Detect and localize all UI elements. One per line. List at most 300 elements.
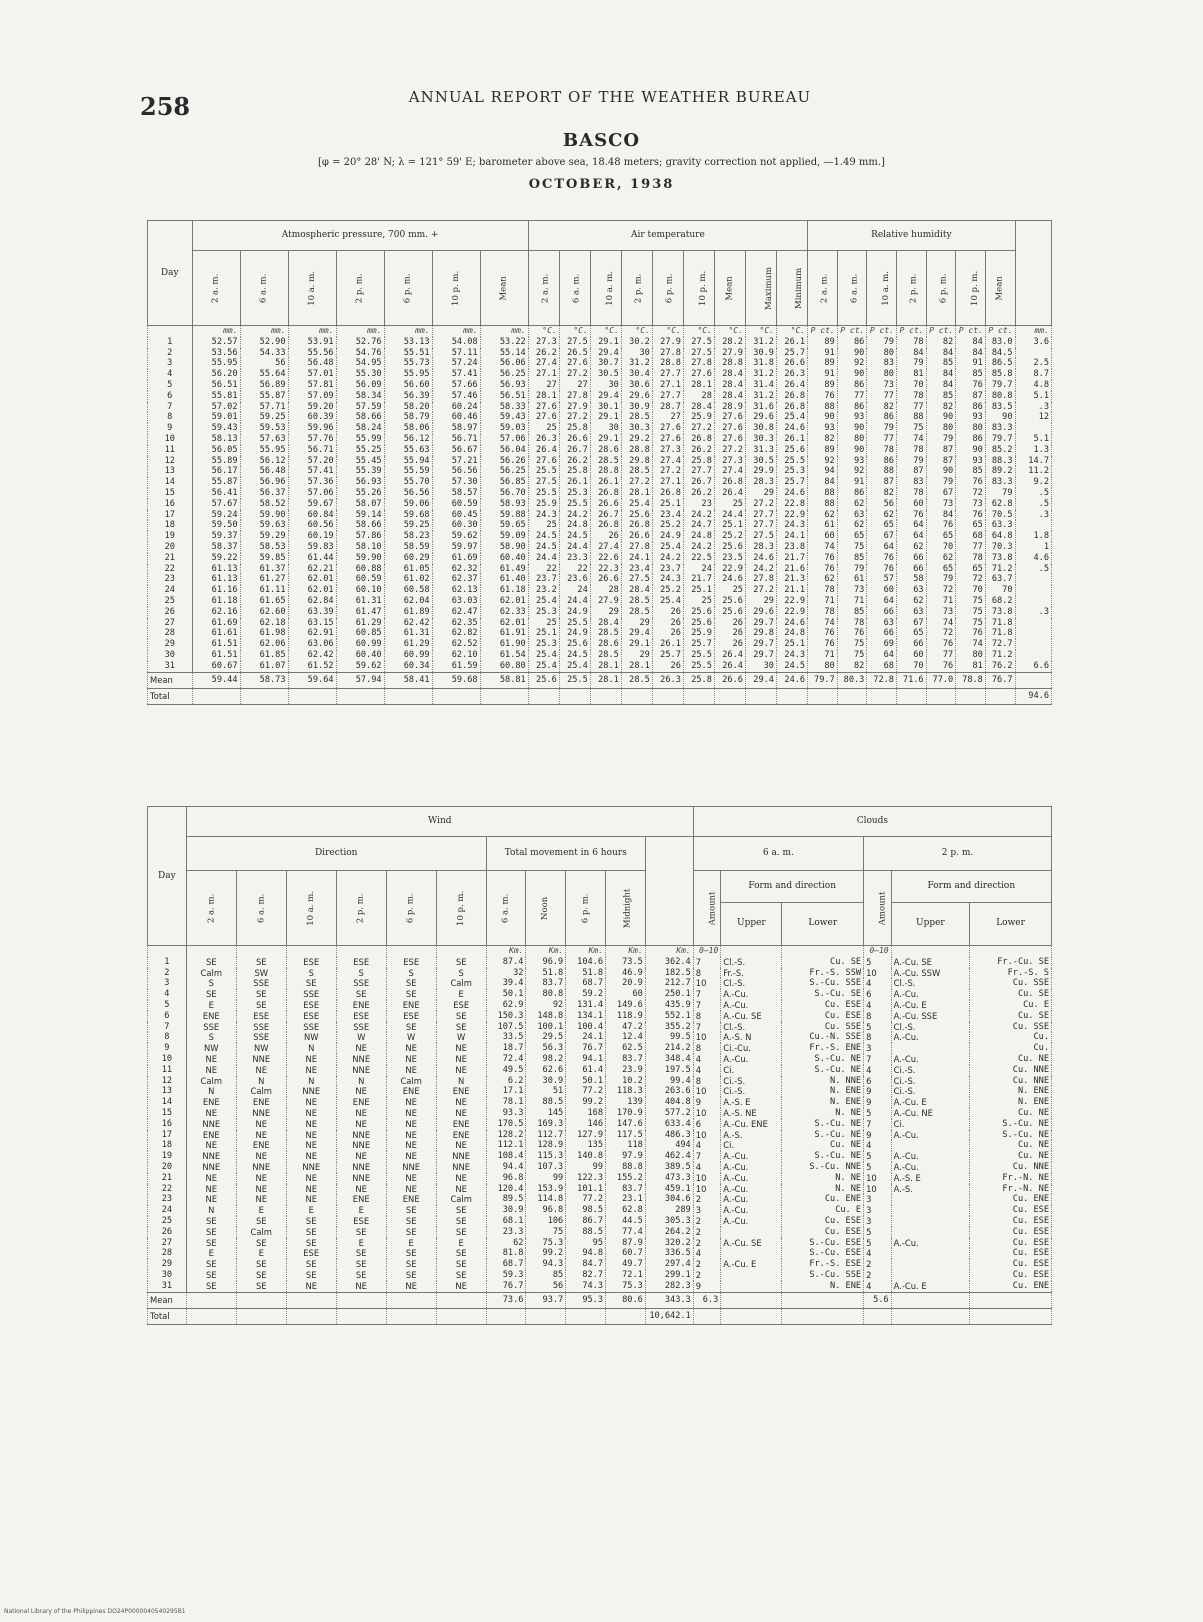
data-cell: 289 (645, 1205, 693, 1216)
data-cell: SSE (236, 1022, 286, 1033)
data-cell: 145 (526, 1108, 566, 1119)
data-cell: 2 (693, 1238, 721, 1249)
data-cell: A.-Cu. SSW (891, 968, 970, 979)
day-cell: 4 (148, 369, 193, 380)
data-cell (1015, 348, 1051, 359)
data-cell: 27.2 (559, 412, 590, 423)
data-cell: 28.8 (652, 358, 683, 369)
data-cell: 57.06 (288, 488, 336, 499)
data-cell: 58.23 (384, 531, 432, 542)
data-cell: 22 (528, 564, 559, 575)
data-cell: SE (436, 1011, 486, 1022)
data-cell: 122.3 (566, 1173, 606, 1184)
data-cell: 53.13 (384, 337, 432, 348)
data-cell: 25 (683, 596, 714, 607)
data-cell: 25.8 (683, 456, 714, 467)
table-row (148, 1140, 1052, 1151)
data-cell: 24.7 (683, 520, 714, 531)
data-cell: 59.90 (240, 510, 288, 521)
day-cell: 1 (148, 957, 187, 968)
data-cell: ENE (386, 1086, 436, 1097)
data-cell: 28.8 (621, 445, 652, 456)
data-cell: NNE (186, 1151, 236, 1162)
data-cell: E (436, 1238, 486, 1249)
data-cell: 61.69 (432, 553, 480, 564)
data-cell: 87.9 (606, 1238, 646, 1249)
data-cell: 4.6 (1015, 553, 1051, 564)
humidity-col-header: 6 p. m. (926, 251, 956, 326)
data-cell: 25.5 (528, 488, 559, 499)
data-cell: 25.7 (652, 650, 683, 661)
data-cell: 153.9 (526, 1184, 566, 1195)
data-cell: 28.5 (621, 596, 652, 607)
data-cell: 49.5 (486, 1065, 526, 1076)
data-cell: 27.1 (652, 477, 683, 488)
data-cell: SSE (286, 989, 336, 1000)
data-cell: NE (286, 1054, 336, 1065)
day-cell: 26 (148, 607, 193, 618)
data-cell: 4 (864, 1065, 892, 1076)
data-cell: 24.1 (776, 531, 807, 542)
data-cell: 87.4 (486, 957, 526, 968)
data-cell: NE (436, 1108, 486, 1119)
data-cell: 77 (926, 650, 956, 661)
data-cell: 24.4 (559, 542, 590, 553)
data-cell: 93 (837, 412, 867, 423)
data-cell: 80 (808, 661, 838, 672)
data-cell: SE (386, 989, 436, 1000)
data-cell: 92 (837, 466, 867, 477)
day-cell: 7 (148, 402, 193, 413)
data-cell: 75 (837, 650, 867, 661)
data-cell: 23.7 (528, 574, 559, 585)
data-cell: NNE (336, 1130, 386, 1141)
data-cell: 3 (693, 1205, 721, 1216)
data-cell: N (436, 1076, 486, 1087)
data-cell: 27.2 (621, 477, 652, 488)
data-cell: 27.4 (590, 542, 621, 553)
data-cell: 87 (926, 456, 956, 467)
data-cell: 59.62 (432, 531, 480, 542)
data-cell: NE (386, 1140, 436, 1151)
unit-cell (148, 946, 187, 957)
data-cell: 58.33 (480, 402, 528, 413)
unit-cell: mm. (192, 326, 240, 337)
data-cell: S (186, 1032, 236, 1043)
data-cell: 56.70 (480, 488, 528, 499)
data-cell: 56.51 (192, 380, 240, 391)
data-cell: 14.7 (1015, 456, 1051, 467)
data-cell: 10 (693, 1184, 721, 1195)
data-cell: 168 (566, 1108, 606, 1119)
data-cell: SE (186, 957, 236, 968)
data-cell: 76 (808, 564, 838, 575)
data-cell: 2 (693, 1216, 721, 1227)
data-cell: 58.79 (384, 412, 432, 423)
data-cell: 56.25 (480, 466, 528, 477)
data-cell: 70.5 (985, 510, 1015, 521)
data-cell: 86.7 (566, 1216, 606, 1227)
data-cell (652, 688, 683, 704)
data-cell: N. ENE (782, 1097, 864, 1108)
data-cell: 65 (956, 564, 986, 575)
data-cell: 58.73 (240, 672, 288, 688)
data-cell: 79 (896, 456, 926, 467)
unit-cell: Km. (606, 946, 646, 957)
table-row (148, 1248, 1052, 1259)
table-row (148, 510, 1052, 521)
data-cell: 32 (486, 968, 526, 979)
table-row (148, 650, 1052, 661)
data-cell: 53.56 (192, 348, 240, 359)
data-cell: 94.6 (1015, 688, 1051, 704)
pressure-col-header: 2 a. m. (192, 251, 240, 326)
data-cell: 61.65 (240, 596, 288, 607)
table-row (148, 520, 1052, 531)
data-cell: 25 (528, 423, 559, 434)
data-cell: 7 (693, 957, 721, 968)
data-cell: 62.5 (606, 1043, 646, 1054)
data-cell: 75 (956, 618, 986, 629)
data-cell: 73 (926, 607, 956, 618)
table-row (148, 989, 1052, 1000)
day-cell: 24 (148, 585, 193, 596)
data-cell: 25.4 (559, 661, 590, 672)
data-cell: 76 (808, 553, 838, 564)
data-cell: 62.33 (480, 607, 528, 618)
data-cell: 64 (867, 596, 897, 607)
data-cell: A.-Cu. ENE (721, 1119, 782, 1130)
data-cell: A.-Cu. (721, 1173, 782, 1184)
data-cell: 72 (956, 574, 986, 585)
data-cell: 57.41 (432, 369, 480, 380)
data-cell: 55.14 (480, 348, 528, 359)
direction-col-header: 6 p. m. (386, 871, 436, 946)
data-cell: A.-Cu. (721, 1054, 782, 1065)
data-cell: 27.9 (652, 337, 683, 348)
data-cell: 61.16 (192, 585, 240, 596)
data-cell: 76 (926, 520, 956, 531)
data-cell: 6 (864, 989, 892, 1000)
data-cell: 24.6 (745, 553, 776, 564)
data-cell: 52.90 (240, 337, 288, 348)
data-cell: 26.5 (559, 348, 590, 359)
data-cell: S.-Cu. SSE (782, 1270, 864, 1281)
data-cell (528, 688, 559, 704)
data-cell: 71.8 (985, 628, 1015, 639)
data-cell: 8.7 (1015, 369, 1051, 380)
data-cell: Cu. NNE (970, 1065, 1052, 1076)
data-cell: 68.2 (985, 596, 1015, 607)
data-cell: 26.6 (590, 499, 621, 510)
data-cell: 83.0 (985, 337, 1015, 348)
data-cell: A.-S. E (721, 1097, 782, 1108)
data-cell: SE (186, 1238, 236, 1249)
data-cell: 28.5 (621, 466, 652, 477)
data-cell: Cu. SE (782, 957, 864, 968)
data-cell: 78.8 (956, 672, 986, 688)
data-cell: 74 (896, 434, 926, 445)
data-cell: 24.1 (621, 553, 652, 564)
data-cell: Ci.-S. (721, 1076, 782, 1087)
day-cell: 8 (148, 1032, 187, 1043)
data-cell: 76.7 (566, 1043, 606, 1054)
data-cell: 85 (837, 553, 867, 564)
data-cell: 56.48 (288, 358, 336, 369)
data-cell: E (386, 1238, 436, 1249)
data-cell: NNE (336, 1065, 386, 1076)
data-cell: 99.4 (645, 1076, 693, 1087)
data-cell (1015, 672, 1051, 688)
row-label: Mean (148, 1292, 187, 1308)
data-cell: Calm (186, 1076, 236, 1087)
data-cell: 56.09 (336, 380, 384, 391)
data-cell: 25.6 (683, 618, 714, 629)
page-number: 258 (140, 92, 191, 121)
data-cell: 49.7 (606, 1259, 646, 1270)
data-cell: 59.67 (288, 499, 336, 510)
data-cell: 72 (956, 488, 986, 499)
data-cell: 26 (590, 531, 621, 542)
data-cell: SE (236, 1270, 286, 1281)
unit-cell: P ct. (985, 326, 1015, 337)
data-cell: 8 (693, 968, 721, 979)
data-cell: 24.4 (714, 510, 745, 521)
direction-col-header: 2 p. m. (336, 871, 386, 946)
data-cell: 57.06 (480, 434, 528, 445)
data-cell: 57.86 (336, 531, 384, 542)
day-cell: 6 (148, 391, 193, 402)
data-cell: 80.6 (606, 1292, 646, 1308)
table-row (148, 369, 1052, 380)
data-cell: .5 (1015, 564, 1051, 575)
data-cell: NE (386, 1119, 436, 1130)
data-cell: S (436, 968, 486, 979)
data-cell: 60.59 (432, 499, 480, 510)
data-cell: 55.56 (288, 348, 336, 359)
data-cell: 25.1 (776, 639, 807, 650)
data-cell: 305.3 (645, 1216, 693, 1227)
data-cell: Calm (236, 1086, 286, 1097)
data-cell (432, 688, 480, 704)
data-cell: 55.45 (336, 456, 384, 467)
data-cell: 24.3 (528, 510, 559, 521)
data-cell: 25.4 (528, 596, 559, 607)
data-cell: 28.3 (745, 542, 776, 553)
data-cell: 27.9 (714, 348, 745, 359)
data-cell: 577.2 (645, 1108, 693, 1119)
data-cell: S.-Cu. NE (970, 1130, 1052, 1141)
data-cell: 22.3 (590, 564, 621, 575)
data-cell: 24.4 (528, 553, 559, 564)
data-cell: 82 (808, 434, 838, 445)
data-cell: 61.05 (384, 564, 432, 575)
data-cell: 83 (867, 358, 897, 369)
data-cell: Calm (436, 978, 486, 989)
data-cell: 50.1 (486, 989, 526, 1000)
data-cell: 63.06 (288, 639, 336, 650)
data-cell: S (286, 968, 336, 979)
data-cell: 27.7 (652, 391, 683, 402)
unit-cell: mm. (240, 326, 288, 337)
report-title: ANNUAL REPORT OF THE WEATHER BUREAU (408, 88, 812, 106)
data-cell: 85.8 (985, 369, 1015, 380)
data-cell: NNE (236, 1162, 286, 1173)
day-cell: 9 (148, 1043, 187, 1054)
data-cell: 51.8 (566, 968, 606, 979)
data-cell: 31.2 (621, 358, 652, 369)
data-cell: 55.94 (384, 456, 432, 467)
data-cell: 77 (867, 391, 897, 402)
data-cell: 134.1 (566, 1011, 606, 1022)
data-cell: 25.4 (652, 596, 683, 607)
data-cell: 94 (808, 466, 838, 477)
data-cell: 56.48 (240, 466, 288, 477)
data-cell: 58.59 (384, 542, 432, 553)
data-cell: 320.2 (645, 1238, 693, 1249)
data-cell: A.-Cu. (891, 989, 970, 1000)
data-cell: 62 (837, 499, 867, 510)
data-cell: 88 (808, 488, 838, 499)
data-cell: 9.2 (1015, 477, 1051, 488)
data-cell: 28.5 (590, 628, 621, 639)
table-row (148, 1281, 1052, 1292)
data-cell: 77 (837, 391, 867, 402)
day-cell: 4 (148, 989, 187, 1000)
data-cell: 71.2 (985, 564, 1015, 575)
table-row (148, 1086, 1052, 1097)
data-cell: E (236, 1248, 286, 1259)
humidity-col-header: 2 p. m. (896, 251, 926, 326)
data-cell: 62.10 (432, 650, 480, 661)
day-cell: 27 (148, 618, 193, 629)
data-cell: 25.1 (714, 520, 745, 531)
data-cell: NE (436, 1184, 486, 1195)
temp-col-header: 6 a. m. (559, 251, 590, 326)
data-cell: 2 (864, 1270, 892, 1281)
data-cell: 27.6 (528, 456, 559, 467)
data-cell: 107.3 (526, 1162, 566, 1173)
data-cell: SSE (336, 1022, 386, 1033)
clouds-6am-header: 6 a. m. (693, 837, 863, 871)
data-cell: Cu. ESE (970, 1216, 1052, 1227)
data-cell: 22.9 (714, 564, 745, 575)
data-cell: S.-Cu. NE (782, 1151, 864, 1162)
data-cell: 25.5 (683, 661, 714, 672)
data-cell: 552.1 (645, 1011, 693, 1022)
data-cell: NE (286, 1140, 336, 1151)
data-cell: A.-Cu. (721, 989, 782, 1000)
data-cell: 28.5 (621, 607, 652, 618)
data-cell: 12 (1015, 412, 1051, 423)
data-cell: 76 (926, 639, 956, 650)
data-cell (985, 688, 1015, 704)
data-cell: 59.25 (240, 412, 288, 423)
data-cell: Cl.-S. (721, 1022, 782, 1033)
total-movement-header (645, 837, 693, 946)
data-cell: 22 (559, 564, 590, 575)
data-cell: 74 (956, 639, 986, 650)
data-cell: 71.6 (896, 672, 926, 688)
data-cell: 4 (864, 1140, 892, 1151)
data-cell: 76.2 (985, 661, 1015, 672)
month-title: OCTOBER, 1938 (528, 177, 675, 192)
data-cell: 73 (956, 499, 986, 510)
data-cell: 27.5 (683, 348, 714, 359)
table-row (148, 1130, 1052, 1141)
data-cell: 56.25 (480, 369, 528, 380)
data-cell: 57.66 (432, 380, 480, 391)
data-cell: 55.26 (336, 488, 384, 499)
data-cell: 28.6 (590, 639, 621, 650)
unit-cell: Km. (645, 946, 693, 957)
data-cell: Cu. E (970, 1000, 1052, 1011)
data-cell: 304.6 (645, 1194, 693, 1205)
data-cell: A.-Cu. (891, 1151, 970, 1162)
data-cell: Cu. ESE (970, 1238, 1052, 1249)
data-cell: 73 (837, 585, 867, 596)
data-cell: SE (386, 1270, 436, 1281)
data-cell (240, 688, 288, 704)
data-cell: 56.60 (384, 380, 432, 391)
data-cell: 83.5 (985, 402, 1015, 413)
data-cell: 58.24 (336, 423, 384, 434)
data-cell: 65 (896, 628, 926, 639)
data-cell: 27.7 (745, 510, 776, 521)
data-cell: 55.95 (384, 369, 432, 380)
unit-cell: °C. (528, 326, 559, 337)
data-cell: 29.1 (621, 639, 652, 650)
data-cell: 72.1 (606, 1270, 646, 1281)
data-cell: 27.6 (652, 423, 683, 434)
data-cell: 76 (837, 628, 867, 639)
data-cell: 26.1 (776, 337, 807, 348)
data-cell: 299.1 (645, 1270, 693, 1281)
data-cell: 26.6 (776, 358, 807, 369)
data-cell: 26.8 (590, 520, 621, 531)
data-cell: 85 (956, 466, 986, 477)
data-cell: 62.01 (480, 596, 528, 607)
table-row (148, 661, 1052, 672)
data-cell: 61.51 (192, 650, 240, 661)
data-cell: 56.17 (192, 466, 240, 477)
data-cell: 27.8 (621, 542, 652, 553)
data-cell: 27.2 (745, 585, 776, 596)
data-cell: 26 (714, 639, 745, 650)
data-cell: NE (336, 1119, 386, 1130)
data-cell: E (236, 1205, 286, 1216)
data-cell: 115.3 (526, 1151, 566, 1162)
data-cell (236, 1308, 286, 1324)
data-cell: 56.04 (480, 445, 528, 456)
data-cell: 25.4 (528, 661, 559, 672)
data-cell: A.-Cu. (891, 1238, 970, 1249)
data-cell: 62.52 (432, 639, 480, 650)
data-cell: 28.9 (714, 402, 745, 413)
day-cell: 10 (148, 1054, 187, 1065)
data-cell: 1 (1015, 542, 1051, 553)
data-cell: 70 (896, 380, 926, 391)
unit-cell: °C. (745, 326, 776, 337)
movement-group-header: Total movement in 6 hours (486, 837, 645, 871)
clouds-2pm-header: 2 p. m. (864, 837, 1052, 871)
table-row (148, 1054, 1052, 1065)
data-cell: 56.56 (384, 488, 432, 499)
data-cell: 5 (864, 957, 892, 968)
data-cell: Cu. NE (970, 1054, 1052, 1065)
data-cell: NE (386, 1130, 436, 1141)
data-cell: 56.26 (480, 456, 528, 467)
